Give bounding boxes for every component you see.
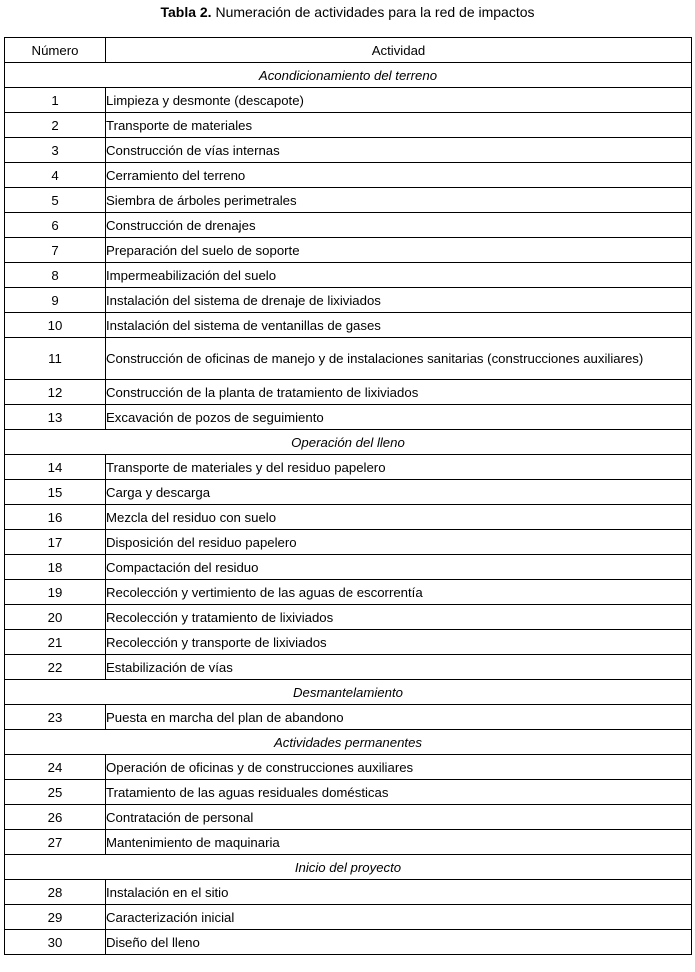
table-row	[5, 605, 692, 630]
activity-number: 11	[5, 338, 106, 380]
table-row	[5, 88, 692, 113]
activity-number: 13	[5, 405, 106, 430]
activity-name: Mezcla del residuo con suelo	[106, 505, 692, 530]
activity-name: Tratamiento de las aguas residuales domésticas	[106, 780, 692, 805]
section-row	[5, 680, 692, 705]
activity-name: Transporte de materiales	[106, 113, 692, 138]
activity-name: Carga y descarga	[106, 480, 692, 505]
activity-number: 1	[5, 88, 106, 113]
table-row	[5, 905, 692, 930]
activity-name: Mantenimiento de maquinaria	[106, 830, 692, 855]
table-row	[5, 930, 692, 955]
activity-number: 24	[5, 755, 106, 780]
table-row	[5, 755, 692, 780]
activity-number: 3	[5, 138, 106, 163]
caption-text: Numeración de actividades para la red de impactos	[211, 4, 535, 20]
table-row	[5, 263, 692, 288]
activity-name: Contratación de personal	[106, 805, 692, 830]
activity-name: Recolección y vertimiento de las aguas de escorrentía	[106, 580, 692, 605]
activity-number: 8	[5, 263, 106, 288]
activity-number: 29	[5, 905, 106, 930]
table-row	[5, 555, 692, 580]
activity-number: 19	[5, 580, 106, 605]
caption-label: Tabla 2.	[160, 4, 212, 20]
table-row	[5, 780, 692, 805]
section-title: Actividades permanentes	[5, 730, 692, 755]
activity-name: Operación de oficinas y de construcciones auxiliares	[106, 755, 692, 780]
activity-name: Construcción de vías internas	[106, 138, 692, 163]
section-row	[5, 430, 692, 455]
table-row	[5, 138, 692, 163]
table-row	[5, 530, 692, 555]
table-row	[5, 630, 692, 655]
table-body	[5, 63, 692, 955]
activity-number: 22	[5, 655, 106, 680]
section-row	[5, 730, 692, 755]
activity-name: Preparación del suelo de soporte	[106, 238, 692, 263]
section-title: Acondicionamiento del terreno	[5, 63, 692, 88]
activity-number: 30	[5, 930, 106, 955]
table-row	[5, 505, 692, 530]
activity-name: Disposición del residuo papelero	[106, 530, 692, 555]
section-row	[5, 63, 692, 88]
activity-number: 27	[5, 830, 106, 855]
activity-number: 4	[5, 163, 106, 188]
activity-name: Instalación del sistema de drenaje de lixiviados	[106, 288, 692, 313]
activity-number: 26	[5, 805, 106, 830]
activity-name: Construcción de oficinas de manejo y de instalaciones sanitarias (construcciones auxiliares)	[106, 338, 692, 380]
activity-name: Puesta en marcha del plan de abandono	[106, 705, 692, 730]
activity-name: Compactación del residuo	[106, 555, 692, 580]
table-row	[5, 705, 692, 730]
activity-name: Recolección y transporte de lixiviados	[106, 630, 692, 655]
activity-number: 9	[5, 288, 106, 313]
activity-number: 7	[5, 238, 106, 263]
table-row	[5, 455, 692, 480]
activity-name: Estabilización de vías	[106, 655, 692, 680]
activity-name: Caracterización inicial	[106, 905, 692, 930]
activity-name: Instalación en el sitio	[106, 880, 692, 905]
activity-name: Limpieza y desmonte (descapote)	[106, 88, 692, 113]
activity-number: 20	[5, 605, 106, 630]
table-row	[5, 380, 692, 405]
table-row	[5, 338, 692, 380]
section-title: Inicio del proyecto	[5, 855, 692, 880]
section-title: Operación del lleno	[5, 430, 692, 455]
activity-number: 21	[5, 630, 106, 655]
activity-number: 5	[5, 188, 106, 213]
activity-number: 10	[5, 313, 106, 338]
activity-number: 12	[5, 380, 106, 405]
activity-number: 28	[5, 880, 106, 905]
activity-name: Diseño del lleno	[106, 930, 692, 955]
activity-number: 16	[5, 505, 106, 530]
table-row	[5, 830, 692, 855]
table-row	[5, 213, 692, 238]
activity-number: 18	[5, 555, 106, 580]
table-row	[5, 880, 692, 905]
table-row	[5, 238, 692, 263]
activity-name: Siembra de árboles perimetrales	[106, 188, 692, 213]
table-row	[5, 163, 692, 188]
activity-name: Construcción de drenajes	[106, 213, 692, 238]
header-row	[5, 38, 692, 63]
table-row	[5, 288, 692, 313]
section-title: Desmantelamiento	[5, 680, 692, 705]
table-row	[5, 405, 692, 430]
table-row	[5, 480, 692, 505]
activity-name: Transporte de materiales y del residuo papelero	[106, 455, 692, 480]
activity-number: 14	[5, 455, 106, 480]
table-row	[5, 655, 692, 680]
header-number: Número	[5, 38, 106, 63]
activity-number: 23	[5, 705, 106, 730]
activity-name: Instalación del sistema de ventanillas de gases	[106, 313, 692, 338]
table-caption	[0, 3, 695, 21]
table-row	[5, 188, 692, 213]
table-row	[5, 805, 692, 830]
table-row	[5, 313, 692, 338]
activity-name: Excavación de pozos de seguimiento	[106, 405, 692, 430]
activities-table	[4, 37, 692, 955]
activity-number: 25	[5, 780, 106, 805]
section-row	[5, 855, 692, 880]
activity-number: 15	[5, 480, 106, 505]
table-row	[5, 113, 692, 138]
activity-number: 17	[5, 530, 106, 555]
activity-name: Recolección y tratamiento de lixiviados	[106, 605, 692, 630]
activity-number: 2	[5, 113, 106, 138]
table-row	[5, 580, 692, 605]
activity-name: Impermeabilización del suelo	[106, 263, 692, 288]
header-activity: Actividad	[106, 38, 692, 63]
activity-name: Construcción de la planta de tratamiento de lixiviados	[106, 380, 692, 405]
activity-name: Cerramiento del terreno	[106, 163, 692, 188]
activity-number: 6	[5, 213, 106, 238]
